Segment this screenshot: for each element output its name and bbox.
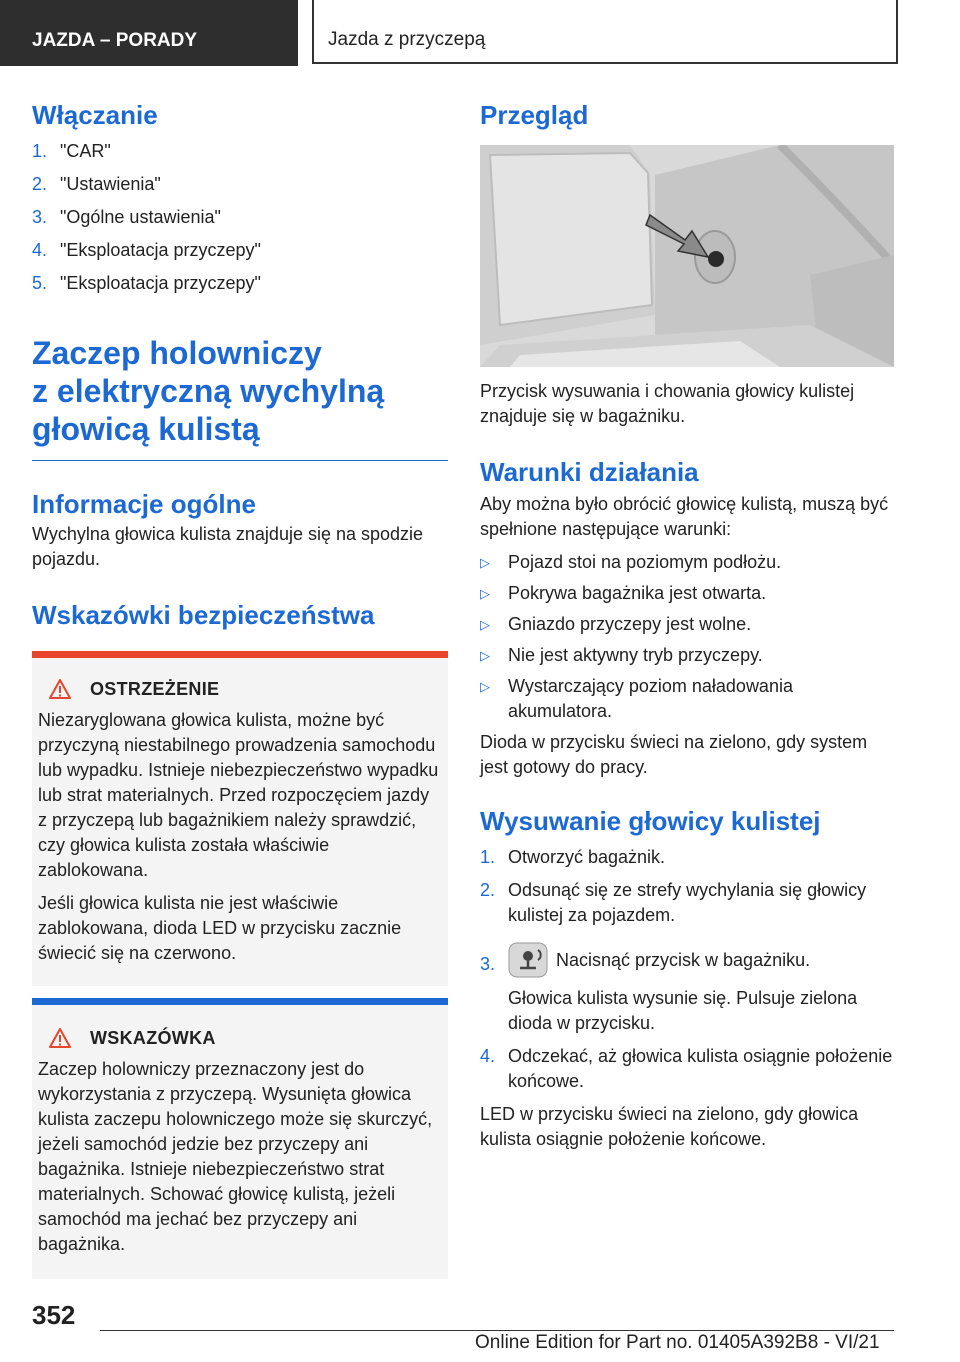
conditions-heading: Warunki działania <box>480 457 699 487</box>
notice-icon <box>48 1027 72 1049</box>
image-caption: Przycisk wysuwania i chowania głowicy kulistej znajduje się w bagażniku. <box>480 381 855 426</box>
triangle-bullet-icon: ▷ <box>480 648 490 663</box>
warning-box <box>32 651 448 986</box>
list-item: ▷ Wystarczający poziom naładowania akumulatora. <box>480 676 793 721</box>
wlaczanie-steps <box>32 135 448 300</box>
extend-heading: Wysuwanie głowicy kulistej <box>480 806 821 836</box>
title-rule <box>32 460 448 461</box>
list-item: ▷ Pokrywa bagażnika jest otwarta. <box>480 581 894 606</box>
triangle-bullet-icon: ▷ <box>480 555 490 570</box>
list-item: ▷ Pojazd stoi na poziomym podłożu. <box>480 550 894 575</box>
main-title: Zaczep holowniczy z elektryczną wychylną głowicą kulistą <box>32 335 385 447</box>
list-item: 4. Odczekać, aż głowica kulista osiągnie położenie końcowe. <box>480 1046 893 1091</box>
list-item: 3. "Ogólne ustawienia" <box>32 207 221 227</box>
notice-box <box>32 998 448 1279</box>
list-item: 3. Nacisnąć przycisk w bagażniku. Głowica kulista wysunie się. Pulsuje zielona dioda w przycisku. <box>480 942 894 1036</box>
list-item: 2. Odsunąć się ze strefy wychylania się głowicy kulistej za pojazdem. <box>480 880 867 925</box>
notice-title: WSKAZÓWKA <box>90 1027 216 1048</box>
warning-text-1: Niezaryglowana głowica kulista, możne być przyczyną niestabilnego prowadzenia samochodu lub wypadku. Istnieje niebezpieczeństwo wypadku lub strat materialnych. Przed rozpoczęciem jazdy z przyczepą lub bagażnikiem należy sprawdzić, czy głowica kulista została właściwie zablokowana. <box>38 710 439 880</box>
conditions-list <box>480 550 894 724</box>
led-text: Dioda w przycisku świeci na zielono, gdy system jest gotowy do pracy. <box>480 732 868 777</box>
warning-bar <box>32 651 448 658</box>
left-column <box>32 100 448 1279</box>
triangle-bullet-icon: ▷ <box>480 679 490 694</box>
overview-heading: Przegląd <box>480 100 589 130</box>
list-item: ▷ Gniazdo przyczepy jest wolne. <box>480 612 894 637</box>
triangle-bullet-icon: ▷ <box>480 617 490 632</box>
final-text: LED w przycisku świeci na zielono, gdy głowica kulista osiągnie położenie końcowe. <box>480 1104 859 1149</box>
list-item: ▷ Nie jest aktywny tryb przyczepy. <box>480 643 894 668</box>
list-item: 5. "Eksploatacja przyczepy" <box>32 273 261 293</box>
warning-title: OSTRZEŻENIE <box>90 678 220 699</box>
list-item: 4. "Eksploatacja przyczepy" <box>32 240 261 260</box>
section-tab: JAZDA – PORADY <box>0 0 298 66</box>
page-number: 352 <box>32 1300 76 1330</box>
safety-heading: Wskazówki bezpieczeństwa <box>32 600 375 630</box>
footer-rule <box>100 1330 894 1331</box>
edition-text: Online Edition for Part no. 01405A392B8 - VI/21 <box>475 1332 880 1353</box>
chapter-tab: Jazda z przyczepą <box>312 0 898 64</box>
notice-text: Zaczep holowniczy przeznaczony jest do wykorzystania z przyczepą. Wysunięta głowica kulista zaczepu holowniczego może się skurczyć, jeżeli samochód jedzie bez przyczepy ani bagażnika. Istnieje niebezpieczeństwo strat materialnych. Schować głowicę kulistą, jeżeli samochód ma jechać bez przyczepy ani bagażnika. <box>38 1059 433 1254</box>
list-item: 1. Otworzyć bagażnik. <box>480 847 666 867</box>
info-heading: Informacje ogólne <box>32 489 256 519</box>
notice-bar <box>32 998 448 1005</box>
conditions-intro: Aby można było obrócić głowicę kulistą, muszą być spełnione następujące warunki: <box>480 494 889 539</box>
info-text: Wychylna głowica kulista znajduje się na spodzie pojazdu. <box>32 524 424 569</box>
trunk-button-illustration <box>480 145 894 367</box>
triangle-bullet-icon: ▷ <box>480 586 490 601</box>
warning-icon <box>48 678 72 700</box>
tow-hitch-button-icon <box>508 942 548 978</box>
wlaczanie-heading: Włączanie <box>32 100 158 130</box>
list-item: 2. "Ustawienia" <box>32 174 161 194</box>
list-item: 1. "CAR" <box>32 141 111 161</box>
right-column <box>480 100 894 1152</box>
extend-steps <box>480 845 894 1094</box>
warning-text-2: Jeśli głowica kulista nie jest właściwie zablokowana, dioda LED w przycisku zacznie świecić się na czerwono. <box>38 893 402 963</box>
